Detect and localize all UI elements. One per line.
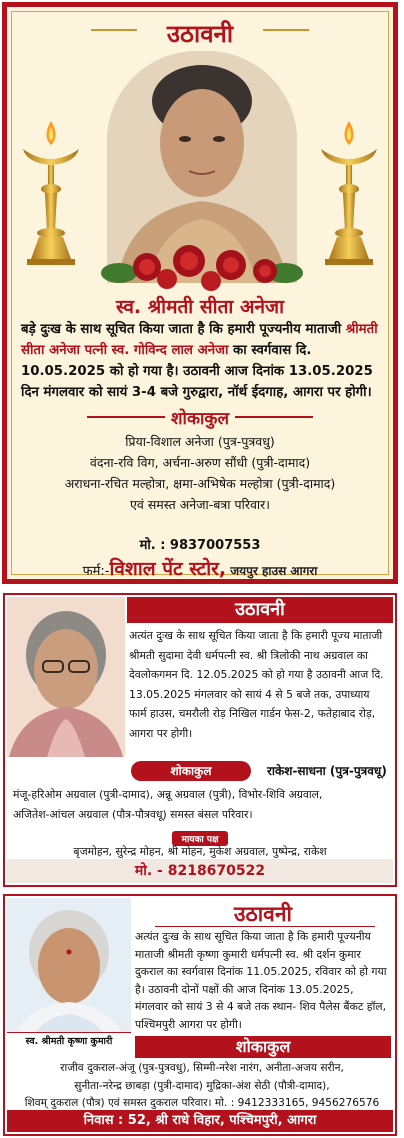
residence-address: निवास : 52, श्री राधे विहार, पश्चिमपुरी, आगरा	[7, 1110, 393, 1132]
announcement-text: अत्यंत दुःख के साथ सूचित किया जाता है कि हमारी पूज्यनीय माताजी श्रीमती कृष्णा कुमारी धर्मपत्नी स्व. श्री दर्शन कुमार दुकराल का स्वर्गवास दिनांक 11.05.2025, रविवार को हो गया है। उठावनी दोनों पक्षों की आज दिनांक 13.05.2025, मंगलवार को सायं 3 से 4 बजे तक स्थान- शिव पैलेस बैंकट हॉल, पश्चिमपुरी आगरा पर होगी।	[135, 930, 387, 1031]
mourner-line: राजीव दुकराल-अंजू (पुत्र-पुत्रवधु), सिम्मी-नरेश नारंग, अनीता-अजय सरीन,	[60, 1062, 344, 1074]
contact-phone: मो. : 9837007553	[139, 538, 261, 553]
announcement-text: अत्यंत दुःख के साथ सूचित किया जाता है कि हमारी पूज्य माताजी श्रीमती सुदामा देवी धर्मपत्नी स्व. श्री त्रिलोकी नाथ अग्रवाल का देवलोकगमन दि. 12.05.2025 को हो गया है उठावनी आज दि. 13.05.2025 मंगलवार को सायं 4 से 5 बजे तक, उपाध्याय फार्म हाउस, चमरौली रोड़ निखिल गार्डन फेस-2, फतेहाबाद रोड़, आगरा पर होगी।	[129, 629, 384, 740]
notice-title: उठावनी	[166, 20, 234, 48]
mayka-label: मायका पक्ष	[5, 827, 395, 846]
diya-lamp-right-icon	[313, 119, 385, 269]
son-couple: राकेश-साधना (पुत्र-पुत्रवधू)	[267, 764, 387, 778]
contact-phone: मो. - 8218670522	[7, 859, 393, 883]
mourners-list	[15, 1060, 389, 1113]
mourner-line: वंदना-रवि विग, अर्चना-अरुण सौंधी (पुत्री-दामाद)	[89, 455, 311, 470]
notice-sudama-devi	[3, 593, 397, 887]
firm-line: फर्म:-विशाल पेंट स्टोर, जयपुर हाउस आगरा	[82, 558, 318, 580]
roses-garland-icon	[99, 237, 305, 291]
mourner-line: शिवम् दुकराल (पौत्र) एवं समस्त दुकराल परिवार। मो. : 9412333165, 9456276576	[24, 1097, 380, 1109]
mayka-names: बृजमोहन, सुरेन्द्र मोहन, श्री मोहन, मुकेश अग्रवाल, पुष्पेन्द्र, राकेश	[73, 845, 327, 858]
title-underline	[155, 926, 375, 927]
notice-krishna-kumari	[3, 894, 397, 1136]
shokakul-heading: शोकाकुल	[135, 1036, 391, 1058]
announcement-text: बड़े दुःख के साथ सूचित किया जाता है कि हमारी पूज्यनीय माताजी श्रीमती सीता अनेजा पत्नी स्व. गोविन्द लाल अनेजा का स्वर्गवास दि. 10.05.2025 को हो गया है। उठावनी आज दिनांक 13.05.2025 दिन मंगलवार को सायं 3-4 बजे गुरुद्वारा, नॉर्थ ईदगाह, आगरा पर होगी।	[21, 322, 378, 400]
shokakul-heading: शोकाकुल	[131, 761, 251, 781]
mourner-line: अजितेश-आंचल अग्रवाल (पौत्र-पौत्रवधू) समस्त बंसल परिवार।	[13, 808, 253, 821]
notice-title: उठावनी	[234, 902, 292, 926]
notice-title: उठावनी	[127, 597, 393, 623]
mourner-line: सुनीता-नरेन्द्र छाबड़ा (पुत्री-दामाद) मुद्रिका-अंश सेठी (पौत्री-दामाद),	[74, 1079, 330, 1092]
mourner-line: प्रिया-विशाल अनेजा (पुत्र-पुत्रवधु)	[125, 434, 275, 449]
portrait-photo	[7, 597, 125, 757]
mourner-line: एवं समस्त अनेजा-बत्रा परिवार।	[130, 497, 270, 512]
mourner-line: मंजू-हरिओम अग्रवाल (पुत्री-दामाद), अन्नू अग्रवाल (पुत्री), विभोर-शिवि अग्रवाल,	[13, 788, 323, 801]
mourners-list	[7, 431, 393, 515]
shokakul-heading: शोकाकुल	[7, 405, 393, 429]
portrait-photo	[7, 898, 131, 1050]
mourners-list	[13, 785, 389, 825]
mourner-line: अराधना-रचित मल्होत्रा, क्षमा-अभिषेक मल्होत्रा (पुत्री-दामाद)	[64, 476, 336, 491]
photo-caption: स्व. श्रीमती कृष्णा कुमारी	[7, 1032, 131, 1050]
diya-lamp-left-icon	[15, 119, 87, 269]
notice-sita-aneja	[2, 2, 398, 584]
deceased-name: स्व. श्रीमती सीता अनेजा	[115, 296, 285, 318]
